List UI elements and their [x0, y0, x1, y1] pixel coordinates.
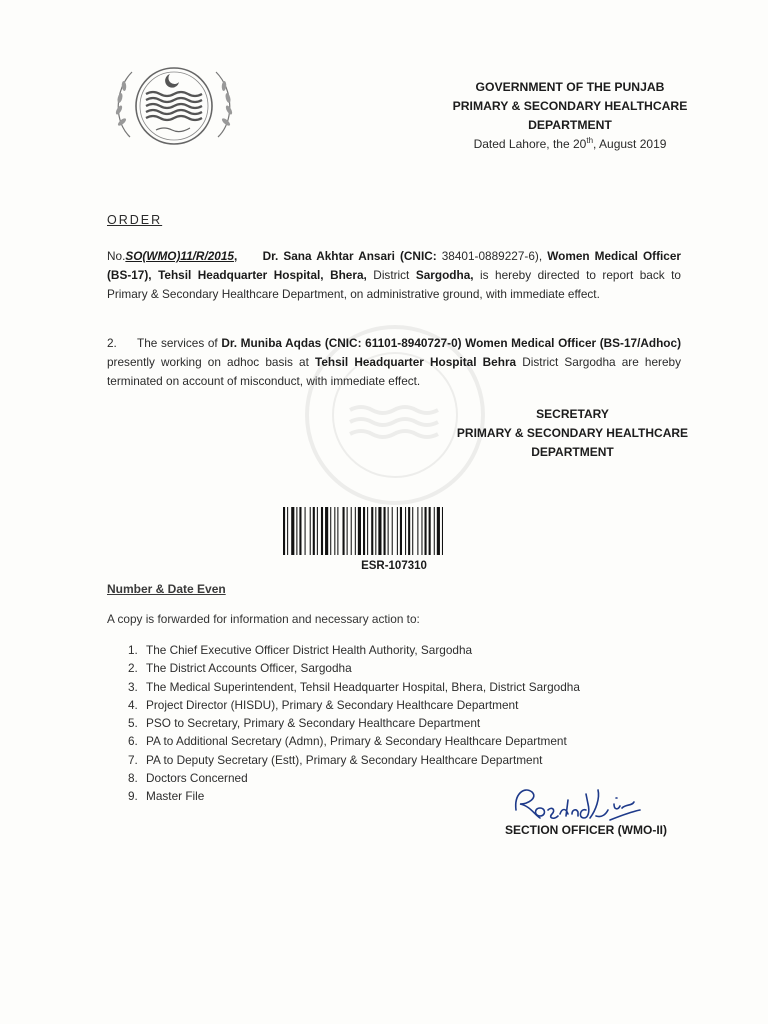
ref-prefix: No.: [107, 249, 126, 263]
barcode-bar: [421, 507, 422, 555]
barcode-bar: [334, 507, 335, 555]
barcode-bar: [305, 507, 306, 555]
barcode-bar: [358, 507, 361, 555]
district-name: Sargodha,: [415, 268, 474, 282]
barcode-bar: [417, 507, 418, 555]
barcode-bar: [384, 507, 386, 555]
dated-suffix: , August 2019: [593, 137, 667, 151]
recipient-item: [128, 751, 580, 769]
paragraph-2-text-1: The services of: [137, 336, 218, 350]
recipient-number: 5.: [128, 716, 138, 731]
recipient-number: 8.: [128, 771, 138, 786]
recipient-number: 9.: [128, 789, 138, 804]
order-reference: SO(WMO)11/R/2015: [125, 249, 234, 263]
barcode-bar: [408, 507, 410, 555]
recipient-text: The District Accounts Officer, Sargodha: [146, 661, 352, 676]
barcode-bar: [378, 507, 381, 555]
barcode-icon: [283, 507, 505, 555]
recipient-number: 6.: [128, 734, 138, 749]
barcode-bar: [392, 507, 393, 555]
barcode-bar: [442, 507, 443, 555]
paragraph-1-rest: is hereby directed to report back to Primary & Secondary Healthcare Department, on administrative ground, with immediate effect.: [107, 268, 681, 301]
barcode-bar: [296, 507, 297, 555]
barcode-bar: [397, 507, 398, 555]
paragraph-2-text-2: presently working on adhoc basis at: [107, 355, 309, 369]
barcode-bar: [325, 507, 328, 555]
barcode-bar: [351, 507, 352, 555]
barcode-bar: [371, 507, 373, 555]
barcode-bar: [400, 507, 402, 555]
ref-comma: ,: [233, 249, 238, 263]
barcode-bar: [287, 507, 288, 555]
recipient-number: 4.: [128, 697, 138, 712]
paragraph-2-text-3: District Sargodha are hereby terminated on account of misconduct, with immediate effect.: [107, 355, 681, 388]
recipient-number: 2.: [128, 661, 138, 676]
barcode-bar: [310, 507, 311, 555]
recipient-item: [128, 696, 580, 714]
barcode-bar: [299, 507, 301, 555]
recipient-number: 1.: [128, 643, 138, 657]
letterhead-line-2: PRIMARY & SECONDARY HEALTHCARE: [452, 99, 688, 113]
barcode-bar: [434, 507, 435, 555]
secretary-block: [420, 405, 725, 462]
barcode-bar: [429, 507, 431, 555]
barcode-bar: [355, 507, 356, 555]
barcode-bar: [347, 507, 348, 555]
hospital-name: Tehsil Headquarter Hospital Behra: [315, 355, 517, 369]
recipient-text: Project Director (HISDU), Primary & Secondary Healthcare Department: [146, 697, 519, 712]
barcode-bar: [337, 507, 338, 555]
number-date-heading: Number & Date Even: [107, 582, 226, 596]
cnic-close: ),: [534, 249, 543, 263]
section-officer-title: SECTION OFFICER (WMO-II): [505, 823, 667, 837]
barcode-bar: [412, 507, 413, 555]
recipient-number: 3.: [128, 679, 138, 694]
recipient-item: [128, 714, 580, 732]
signature-icon: [510, 780, 645, 826]
letterhead-line-3: DEPARTMENT: [528, 118, 612, 132]
date-line: [420, 136, 720, 151]
barcode-bar: [313, 507, 315, 555]
letterhead: [420, 78, 720, 135]
secretary-line-1: SECRETARY: [536, 407, 609, 421]
barcode-label: ESR-107310: [361, 560, 427, 572]
recipient-text: Master File: [146, 789, 205, 804]
terminated-officer: Dr. Muniba Aqdas (CNIC: 61101-8940727-0) Women Medical Officer (BS-17/Adhoc): [221, 336, 681, 350]
dated-sup: th: [586, 136, 594, 145]
barcode-bar: [388, 507, 389, 555]
order-title: ORDER: [107, 213, 163, 227]
order-paragraph-2: [107, 334, 681, 391]
barcode-bar: [437, 507, 440, 555]
district-label: District: [373, 268, 410, 282]
barcode-bar: [321, 507, 323, 555]
barcode-bar: [330, 507, 331, 555]
recipient-item: [128, 659, 580, 677]
letterhead-line-1: GOVERNMENT OF THE PUNJAB: [475, 80, 665, 94]
recipient-item: [128, 678, 580, 696]
recipient-text: PSO to Secretary, Primary & Secondary Healthcare Department: [146, 716, 481, 731]
recipient-text: Doctors Concerned: [146, 771, 248, 786]
paragraph-number: 2.: [107, 336, 117, 350]
copy-forwarded-text: A copy is forwarded for information and necessary action to:: [107, 612, 420, 626]
recipient-text: PA to Deputy Secretary (Estt), Primary & Secondary Healthcare Department: [146, 752, 543, 767]
officer-name: Dr. Sana Akhtar Ansari (CNIC:: [262, 249, 437, 263]
punjab-emblem-icon: [108, 62, 240, 152]
barcode-bar: [363, 507, 365, 555]
barcode-bar: [343, 507, 345, 555]
barcode-bar: [405, 507, 406, 555]
recipient-number: 7.: [128, 752, 138, 767]
barcode-bar: [283, 507, 285, 555]
secretary-line-3: DEPARTMENT: [531, 445, 614, 459]
recipient-text: The Chief Executive Officer District Health Authority, Sargodha: [146, 643, 473, 657]
recipient-text: PA to Additional Secretary (Admn), Primary & Secondary Healthcare Department: [146, 734, 567, 749]
officer-post: Women Medical Officer (BS-17), Tehsil Headquarter Hospital, Bhera,: [107, 249, 682, 282]
recipient-item: [128, 732, 580, 750]
officer-cnic: 38401-0889227-6: [441, 249, 535, 263]
recipient-item: [128, 641, 580, 659]
barcode-bar: [291, 507, 294, 555]
barcode-bar: [375, 507, 376, 555]
barcode-bar: [425, 507, 427, 555]
secretary-line-2: PRIMARY & SECONDARY HEALTHCARE: [456, 426, 689, 440]
dated-prefix: Dated Lahore, the 20: [473, 137, 587, 151]
order-paragraph-1: [107, 247, 681, 304]
barcode-bar: [367, 507, 368, 555]
recipient-text: The Medical Superintendent, Tehsil Headquarter Hospital, Bhera, District Sargodha: [146, 679, 580, 694]
barcode-bar: [317, 507, 318, 555]
